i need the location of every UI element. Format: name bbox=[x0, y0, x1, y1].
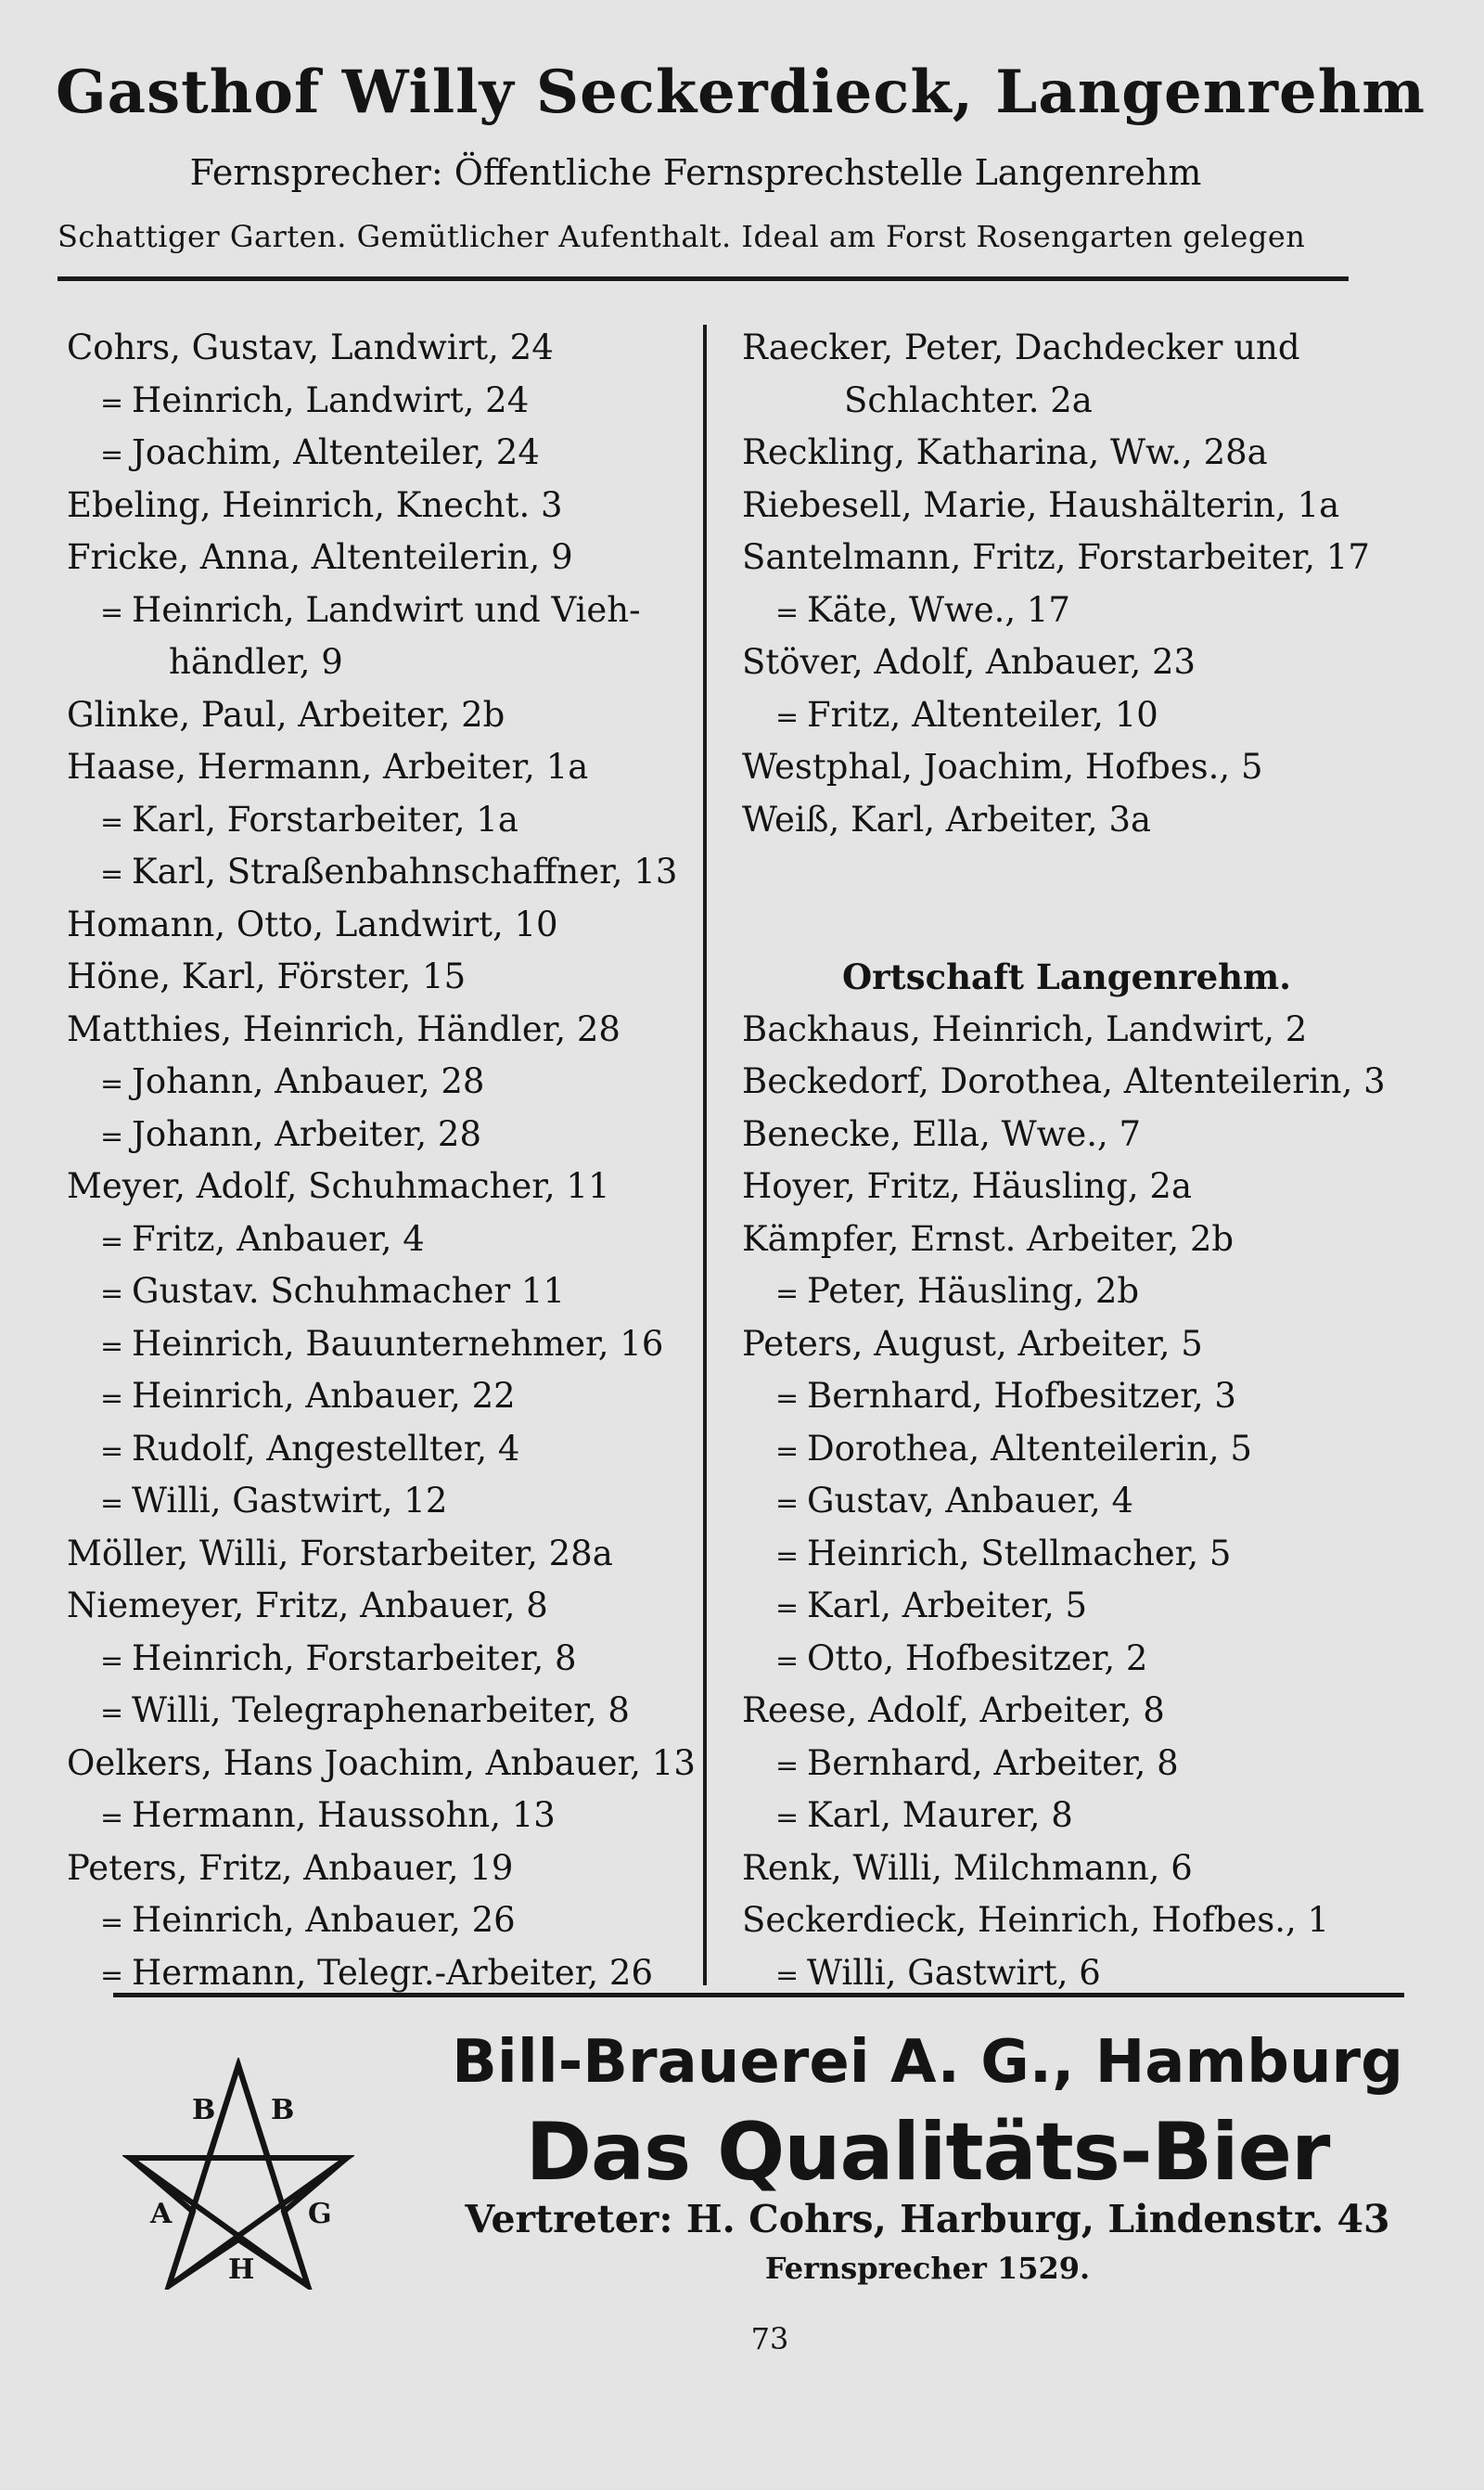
entry-text: Seckerdieck, Heinrich, Hofbes., 1 bbox=[742, 1900, 1330, 1940]
directory-entry bbox=[742, 1318, 1391, 1371]
directory-entry bbox=[67, 1475, 735, 1528]
directory-entry bbox=[742, 1213, 1391, 1266]
phone-line: Fernsprecher: Öffentliche Fernsprechstelle Langenrehm bbox=[189, 152, 1202, 193]
ditto-mark: = bbox=[100, 386, 124, 419]
directory-entry bbox=[67, 1370, 735, 1423]
entry-text: Willi, Gastwirt, 12 bbox=[132, 1481, 448, 1521]
entry-text: Santelmann, Fritz, Forstarbeiter, 17 bbox=[742, 537, 1370, 577]
entry-text: Bernhard, Hofbesitzer, 3 bbox=[807, 1376, 1236, 1416]
ditto-mark: = bbox=[100, 1697, 124, 1729]
directory-entry bbox=[742, 1790, 1391, 1842]
directory-entry bbox=[742, 1265, 1391, 1318]
entry-text: Höne, Karl, Förster, 15 bbox=[67, 956, 467, 996]
directory-entry bbox=[67, 794, 735, 847]
directory-entry bbox=[742, 1685, 1391, 1738]
entry-text: Kämpfer, Ernst. Arbeiter, 2b bbox=[742, 1218, 1235, 1259]
directory-entry bbox=[67, 1894, 735, 1947]
entry-text: Reese, Adolf, Arbeiter, 8 bbox=[742, 1690, 1165, 1730]
entry-text: Homann, Otto, Landwirt, 10 bbox=[67, 904, 558, 944]
logo-letter: B bbox=[271, 2094, 295, 2126]
directory-entry bbox=[67, 1528, 735, 1581]
ditto-mark: = bbox=[775, 1434, 800, 1468]
page-title: Gasthof Willy Seckerdieck, Langenrehm bbox=[56, 58, 1426, 127]
advert-phone: Fernsprecher 1529. bbox=[764, 2251, 1091, 2286]
section-heading bbox=[742, 951, 1391, 1004]
directory-entry bbox=[67, 899, 735, 952]
entry-text: Fritz, Anbauer, 4 bbox=[132, 1218, 425, 1259]
entry-text: Reckling, Katharina, Ww., 28a bbox=[742, 432, 1268, 472]
directory-entry bbox=[67, 322, 735, 375]
entry-text: Dorothea, Altenteilerin, 5 bbox=[807, 1428, 1252, 1469]
entry-text: Schlachter. 2a bbox=[844, 379, 1093, 420]
directory-entry bbox=[742, 375, 1391, 428]
entry-text: Hermann, Haussohn, 13 bbox=[132, 1795, 556, 1835]
directory-entry bbox=[742, 1475, 1391, 1528]
logo-letter: B bbox=[192, 2094, 216, 2126]
entry-text: Karl, Straßenbahnschaffner, 13 bbox=[132, 852, 678, 892]
directory-entry bbox=[67, 1738, 735, 1790]
directory-entry bbox=[67, 689, 735, 742]
directory-entry bbox=[67, 1580, 735, 1633]
ditto-mark: = bbox=[100, 439, 124, 471]
ditto-mark: = bbox=[100, 1120, 124, 1153]
ditto-mark: = bbox=[100, 805, 124, 839]
directory-entry bbox=[67, 1161, 735, 1213]
directory-entry bbox=[67, 1790, 735, 1842]
entry-text: Beckedorf, Dorothea, Altenteilerin, 3 bbox=[742, 1061, 1386, 1101]
entry-text: Hermann, Telegr.-Arbeiter, 26 bbox=[132, 1952, 653, 1993]
directory-entry bbox=[67, 1318, 735, 1371]
entry-text: Riebesell, Marie, Haushälterin, 1a bbox=[742, 484, 1340, 525]
entry-text: Heinrich, Stellmacher, 5 bbox=[807, 1533, 1232, 1573]
directory-entry bbox=[67, 1265, 735, 1318]
entry-text: Ortschaft Langenrehm. bbox=[841, 956, 1292, 997]
entry-text: Niemeyer, Fritz, Anbauer, 8 bbox=[67, 1585, 548, 1625]
entry-text: Käte, Wwe., 17 bbox=[807, 589, 1070, 630]
entry-text: Gustav. Schuhmacher 11 bbox=[132, 1271, 566, 1311]
ditto-mark: = bbox=[775, 1958, 800, 1992]
ditto-mark: = bbox=[775, 1539, 800, 1572]
entry-text: Peters, August, Arbeiter, 5 bbox=[742, 1323, 1203, 1364]
directory-entry bbox=[742, 741, 1391, 794]
ditto-mark: = bbox=[775, 1749, 800, 1782]
entry-text: Johann, Arbeiter, 28 bbox=[132, 1113, 481, 1154]
ditto-mark: = bbox=[100, 1225, 124, 1258]
ditto-mark: = bbox=[775, 700, 800, 734]
directory-entry bbox=[742, 794, 1391, 847]
ditto-mark: = bbox=[100, 1068, 124, 1100]
entry-text: Fricke, Anna, Altenteilerin, 9 bbox=[67, 537, 573, 577]
directory-entry bbox=[67, 375, 735, 428]
directory-entry bbox=[742, 1161, 1391, 1213]
entry-text: Heinrich, Landwirt und Vieh- bbox=[132, 589, 641, 630]
directory-entry bbox=[67, 1109, 735, 1162]
directory-entry bbox=[742, 1738, 1391, 1790]
blank-line bbox=[742, 846, 1391, 899]
entry-text: Peter, Häusling, 2b bbox=[807, 1271, 1140, 1311]
entry-text: Gustav, Anbauer, 4 bbox=[807, 1481, 1134, 1521]
tagline: Schattiger Garten. Gemütlicher Aufenthalt. Ideal am Forst Rosengarten gelegen bbox=[58, 219, 1306, 254]
ditto-mark: = bbox=[100, 1906, 124, 1939]
entry-text: Haase, Hermann, Arbeiter, 1a bbox=[67, 747, 589, 787]
logo-letter: G bbox=[308, 2198, 332, 2230]
entry-text: Backhaus, Heinrich, Landwirt, 2 bbox=[742, 1008, 1308, 1049]
directory-entry bbox=[67, 846, 735, 899]
ditto-mark: = bbox=[775, 1802, 800, 1834]
directory-entry bbox=[742, 427, 1391, 480]
entry-text: Stöver, Adolf, Anbauer, 23 bbox=[742, 642, 1196, 682]
directory-entry bbox=[742, 636, 1391, 689]
directory-entry bbox=[742, 1894, 1391, 1947]
entry-text: Rudolf, Angestellter, 4 bbox=[132, 1428, 520, 1469]
bottom-divider bbox=[113, 1993, 1404, 1997]
entry-text: Willi, Gastwirt, 6 bbox=[807, 1952, 1101, 1993]
entry-text: händler, 9 bbox=[169, 642, 343, 682]
directory-entry bbox=[67, 1213, 735, 1266]
directory-entry bbox=[67, 1947, 735, 2000]
blank-line bbox=[742, 899, 1391, 952]
entry-text: Karl, Maurer, 8 bbox=[807, 1795, 1073, 1835]
entry-text: Matthies, Heinrich, Händler, 28 bbox=[67, 1008, 620, 1049]
directory-entry bbox=[742, 322, 1391, 375]
column-divider bbox=[703, 325, 707, 1985]
directory-entry bbox=[742, 1580, 1391, 1633]
entry-text: Heinrich, Anbauer, 22 bbox=[132, 1376, 516, 1416]
directory-entry bbox=[67, 1633, 735, 1686]
directory-entry bbox=[742, 532, 1391, 584]
ditto-mark: = bbox=[100, 858, 124, 891]
directory-entry bbox=[67, 480, 735, 533]
directory-entry bbox=[742, 1842, 1391, 1895]
directory-entry bbox=[742, 584, 1391, 637]
entry-text: Willi, Telegraphenarbeiter, 8 bbox=[132, 1690, 630, 1730]
ditto-mark: = bbox=[100, 1958, 124, 1992]
entry-text: Westphal, Joachim, Hofbes., 5 bbox=[742, 747, 1263, 787]
directory-entry bbox=[67, 1423, 735, 1476]
entry-text: Ebeling, Heinrich, Knecht. 3 bbox=[67, 484, 563, 525]
ditto-mark: = bbox=[775, 1592, 800, 1624]
entry-text: Bernhard, Arbeiter, 8 bbox=[807, 1742, 1179, 1783]
logo-letter: A bbox=[150, 2198, 173, 2230]
entry-text: Otto, Hofbesitzer, 2 bbox=[807, 1637, 1148, 1678]
ditto-mark: = bbox=[775, 596, 800, 629]
directory-entry bbox=[742, 480, 1391, 533]
directory-entry bbox=[742, 1004, 1391, 1057]
top-divider bbox=[58, 276, 1349, 281]
entry-text: Karl, Forstarbeiter, 1a bbox=[132, 799, 518, 840]
directory-entry bbox=[742, 1423, 1391, 1476]
advert-brewery-name: Bill-Brauerei A. G., Hamburg bbox=[452, 2028, 1403, 2097]
directory-entry bbox=[67, 427, 735, 480]
right-column bbox=[742, 322, 1391, 1999]
ditto-mark: = bbox=[100, 1329, 124, 1363]
directory-entry bbox=[742, 1633, 1391, 1686]
entry-text: Peters, Fritz, Anbauer, 19 bbox=[67, 1847, 514, 1888]
advert-representative: Vertreter: H. Cohrs, Harburg, Lindenstr. 43 bbox=[465, 2197, 1390, 2241]
directory-entry bbox=[742, 689, 1391, 742]
entry-text: Cohrs, Gustav, Landwirt, 24 bbox=[67, 327, 554, 367]
left-column bbox=[67, 322, 735, 1999]
entry-text: Heinrich, Bauunternehmer, 16 bbox=[132, 1323, 664, 1364]
directory-entry bbox=[742, 1947, 1391, 2000]
brewery-star-logo bbox=[122, 2058, 354, 2290]
ditto-mark: = bbox=[100, 1487, 124, 1520]
directory-entry bbox=[67, 1842, 735, 1895]
ditto-mark: = bbox=[100, 1277, 124, 1310]
entry-text: Renk, Willi, Milchmann, 6 bbox=[742, 1847, 1193, 1888]
entry-text: Johann, Anbauer, 28 bbox=[132, 1061, 485, 1101]
directory-entry bbox=[742, 1370, 1391, 1423]
directory-entry bbox=[67, 1685, 735, 1738]
ditto-mark: = bbox=[100, 1382, 124, 1415]
directory-entry bbox=[742, 1528, 1391, 1581]
page-number: 73 bbox=[750, 2321, 789, 2356]
entry-text: Hoyer, Fritz, Häusling, 2a bbox=[742, 1166, 1193, 1206]
entry-text: Meyer, Adolf, Schuhmacher, 11 bbox=[67, 1166, 610, 1206]
entry-text: Karl, Arbeiter, 5 bbox=[807, 1585, 1088, 1625]
directory-entry bbox=[67, 951, 735, 1004]
ditto-mark: = bbox=[100, 1434, 124, 1468]
ditto-mark: = bbox=[100, 1644, 124, 1677]
directory-entry bbox=[67, 741, 735, 794]
ditto-mark: = bbox=[775, 1644, 800, 1677]
ditto-mark: = bbox=[775, 1487, 800, 1520]
directory-entry bbox=[67, 584, 735, 637]
directory-entry bbox=[67, 1056, 735, 1109]
directory-entry bbox=[67, 532, 735, 584]
entry-text: Benecke, Ella, Wwe., 7 bbox=[742, 1113, 1142, 1154]
entry-text: Heinrich, Landwirt, 24 bbox=[132, 379, 530, 420]
directory-entry bbox=[67, 1004, 735, 1057]
entry-text: Weiß, Karl, Arbeiter, 3a bbox=[742, 799, 1152, 840]
logo-letter: H bbox=[228, 2253, 255, 2286]
ditto-mark: = bbox=[100, 1802, 124, 1834]
advert-slogan: Das Qualitäts-Bier bbox=[525, 2106, 1330, 2199]
entry-text: Möller, Willi, Forstarbeiter, 28a bbox=[67, 1533, 613, 1573]
entry-text: Fritz, Altenteiler, 10 bbox=[807, 694, 1158, 735]
entry-text: Joachim, Altenteiler, 24 bbox=[132, 432, 540, 472]
directory-entry bbox=[742, 1056, 1391, 1109]
entry-text: Oelkers, Hans Joachim, Anbauer, 13 bbox=[67, 1742, 696, 1783]
entry-text: Raecker, Peter, Dachdecker und bbox=[742, 327, 1300, 367]
ditto-mark: = bbox=[775, 1277, 800, 1310]
directory-entry bbox=[742, 1109, 1391, 1162]
ditto-mark: = bbox=[100, 596, 124, 629]
entry-text: Heinrich, Anbauer, 26 bbox=[132, 1900, 516, 1940]
directory-entry bbox=[67, 636, 735, 689]
entry-text: Heinrich, Forstarbeiter, 8 bbox=[132, 1637, 577, 1678]
entry-text: Glinke, Paul, Arbeiter, 2b bbox=[67, 694, 505, 735]
ditto-mark: = bbox=[775, 1382, 800, 1415]
